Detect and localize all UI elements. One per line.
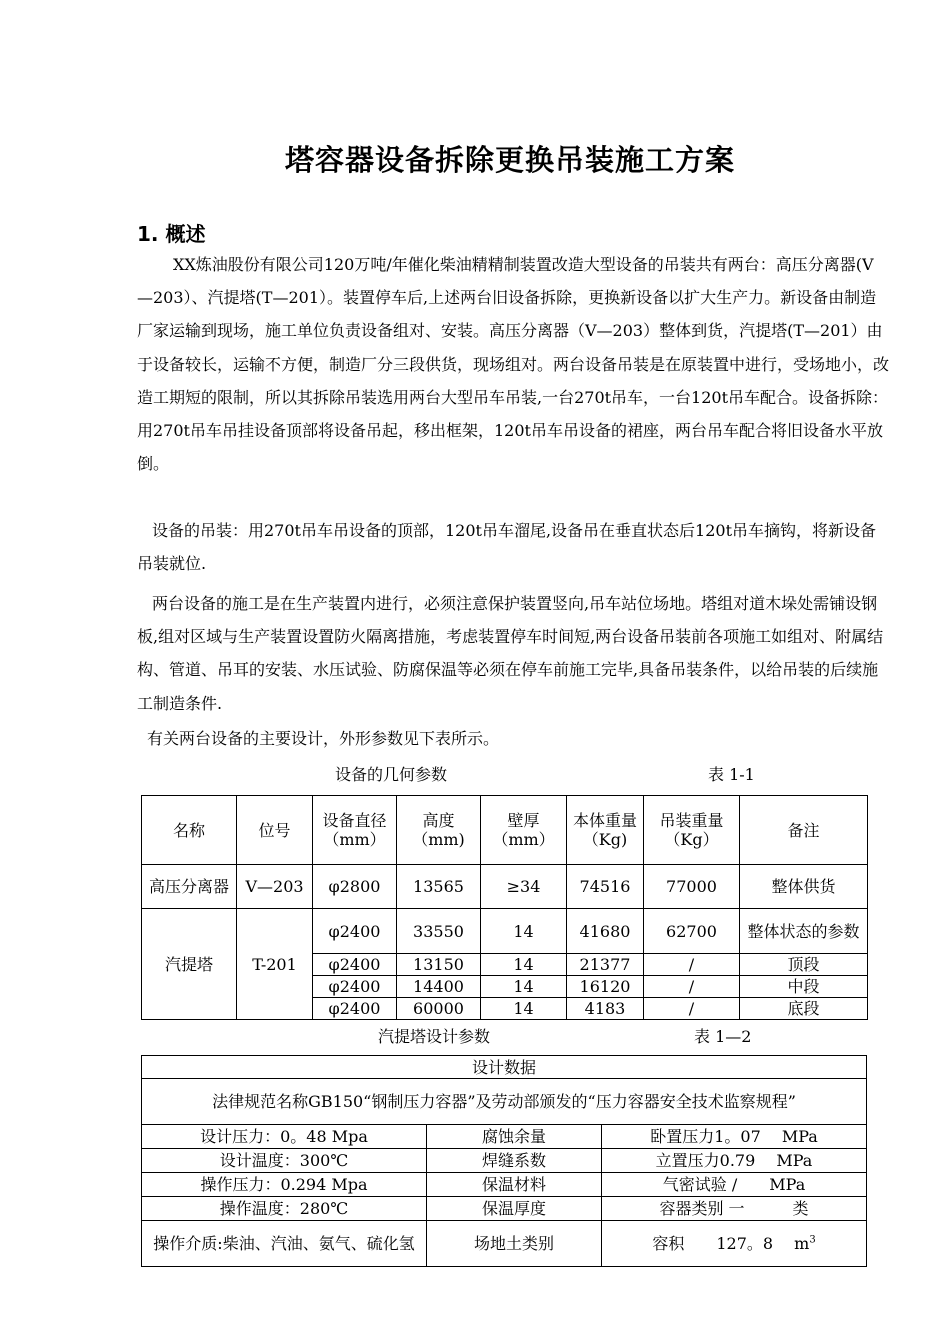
table-cell: 60000: [397, 998, 481, 1020]
code-standard-cell: 法律规范名称GB150“钢制压力容器”及劳动部颁发的“压力容器安全技术监察规程”: [142, 1079, 867, 1125]
volume-cell: [602, 1221, 867, 1267]
table-row: [142, 1221, 867, 1267]
table-cell: 13150: [397, 954, 481, 976]
table-cell: 保温厚度: [427, 1197, 602, 1221]
table-cell: 13565: [397, 865, 481, 909]
table-cell: V—203: [237, 865, 313, 909]
table-cell: 容器类别 一 类: [602, 1197, 867, 1221]
table-row: [142, 865, 868, 909]
table-cell: φ2400: [313, 954, 397, 976]
table-cell: 气密试验 / MPa: [602, 1173, 867, 1197]
table-cell: 焊缝系数: [427, 1149, 602, 1173]
table-cell: 74516: [567, 865, 644, 909]
header-cell: 壁厚（mm）: [481, 796, 567, 865]
table-row: [142, 1197, 867, 1221]
table-cell: 高压分离器: [142, 865, 237, 909]
volume-unit-superscript: 3: [809, 1234, 816, 1246]
stripper-design-table: [141, 1055, 867, 1267]
table-cell: 16120: [567, 976, 644, 998]
table-cell: 33550: [397, 909, 481, 954]
table-cell: 场地土类别: [427, 1221, 602, 1267]
table-cell: 14: [481, 909, 567, 954]
table-cell: 顶段: [740, 954, 868, 976]
table-cell: 腐蚀余量: [427, 1125, 602, 1149]
table-cell: φ2800: [313, 865, 397, 909]
table-cell: φ2400: [313, 998, 397, 1020]
table2-caption: 汽提塔设计参数: [378, 1027, 491, 1046]
header-cell: 本体重量（Kg): [567, 796, 644, 865]
table-cell: φ2400: [313, 909, 397, 954]
table-cell: 62700: [644, 909, 740, 954]
table-cell: /: [644, 976, 740, 998]
header-cell: 位号: [237, 796, 313, 865]
volume-value: 容积 127。8 m: [652, 1234, 810, 1253]
table-cell: 77000: [644, 865, 740, 909]
header-cell: 备注: [740, 796, 868, 865]
table-row: [142, 909, 868, 954]
table-cell: 卧置压力1。07 MPa: [602, 1125, 867, 1149]
paragraph: 有关两台设备的主要设计，外形参数见下表所示。: [147, 729, 500, 748]
table-cell: 14: [481, 954, 567, 976]
paragraph: 两台设备的施工是在生产装置内进行，必须注意保护装置竖向,吊车站位场地。塔组对道木垛处需铺设钢板,组对区域与生产装置设置防火隔离措施，考虑装置停车时间短,两台设备吊装前各项施工如组对、附属结构、管道、吊耳的安装、水压试验、防腐保温等必须在停车前施工完毕,具备吊装条件，以给吊装的后续施工制造条件.: [137, 594, 884, 713]
table-cell: ≥34: [481, 865, 567, 909]
table-cell: 41680: [567, 909, 644, 954]
header-cell: 吊装重量（Kg）: [644, 796, 740, 865]
equipment-geometry-table: [141, 795, 868, 1020]
header-cell: 名称: [142, 796, 237, 865]
table1-caption: 设备的几何参数: [335, 765, 448, 784]
table-cell: 21377: [567, 954, 644, 976]
table-cell: T-201: [237, 909, 313, 1020]
table-cell: 中段: [740, 976, 868, 998]
table-cell: φ2400: [313, 976, 397, 998]
table-cell: 整体状态的参数: [740, 909, 868, 954]
table-cell: 操作温度：280℃: [142, 1197, 427, 1221]
table-cell: 4183: [567, 998, 644, 1020]
document-title: 塔容器设备拆除更换吊装施工方案: [284, 143, 735, 177]
table-cell: 操作介质:柴油、汽油、氨气、硫化氢: [142, 1221, 427, 1267]
table-cell: 设计压力：0。48 Mpa: [142, 1125, 427, 1149]
table-cell: /: [644, 954, 740, 976]
header-cell: 高度（mm): [397, 796, 481, 865]
header-cell: 设计数据: [142, 1056, 867, 1079]
table-cell: 14400: [397, 976, 481, 998]
header-cell: 设备直径（mm）: [313, 796, 397, 865]
table1-number: 表 1-1: [708, 765, 755, 784]
table-cell: 底段: [740, 998, 868, 1020]
table-cell: 整体供货: [740, 865, 868, 909]
section-heading-overview: 1. 概述: [137, 222, 206, 246]
table-row: [142, 1125, 867, 1149]
table-cell: 14: [481, 976, 567, 998]
table-row: [142, 1149, 867, 1173]
table-cell: 14: [481, 998, 567, 1020]
table-cell: 汽提塔: [142, 909, 237, 1020]
table-header-row: [142, 1056, 867, 1079]
table-cell: 操作压力：0.294 Mpa: [142, 1173, 427, 1197]
paragraph: XX炼油股份有限公司120万吨/年催化柴油精精制装置改造大型设备的吊装共有两台：高压分离器(V—203）、汽提塔(T—201）。装置停车后,上述两台旧设备拆除，更换新设备以扩大生产力。新设备由制造厂家运输到现场，施工单位负责设备组对、安装。高压分离器（V—203）整体到货，汽提塔(T—201）由于设备较长，运输不方便，制造厂分三段供货，现场组对。两台设备吊装是在原装置中进行，受场地小，改造工期短的限制，所以其拆除吊装选用两台大型吊车吊装,一台270t吊车，一台120t吊车配合。设备拆除：用270t吊车吊挂设备顶部将设备吊起，移出框架，120t吊车吊设备的裙座，两台吊车配合将旧设备水平放倒。: [137, 255, 890, 474]
table-row: [142, 1079, 867, 1125]
table-cell: 设计温度：300℃: [142, 1149, 427, 1173]
table-cell: /: [644, 998, 740, 1020]
table-cell: 立置压力0.79 MPa: [602, 1149, 867, 1173]
paragraph: 设备的吊装：用270t吊车吊设备的顶部，120t吊车溜尾,设备吊在垂直状态后120t吊车摘钩，将新设备吊装就位.: [137, 521, 876, 574]
table2-number: 表 1—2: [694, 1027, 752, 1046]
table-header-row: [142, 796, 868, 865]
table-cell: 保温材料: [427, 1173, 602, 1197]
table-row: [142, 1173, 867, 1197]
